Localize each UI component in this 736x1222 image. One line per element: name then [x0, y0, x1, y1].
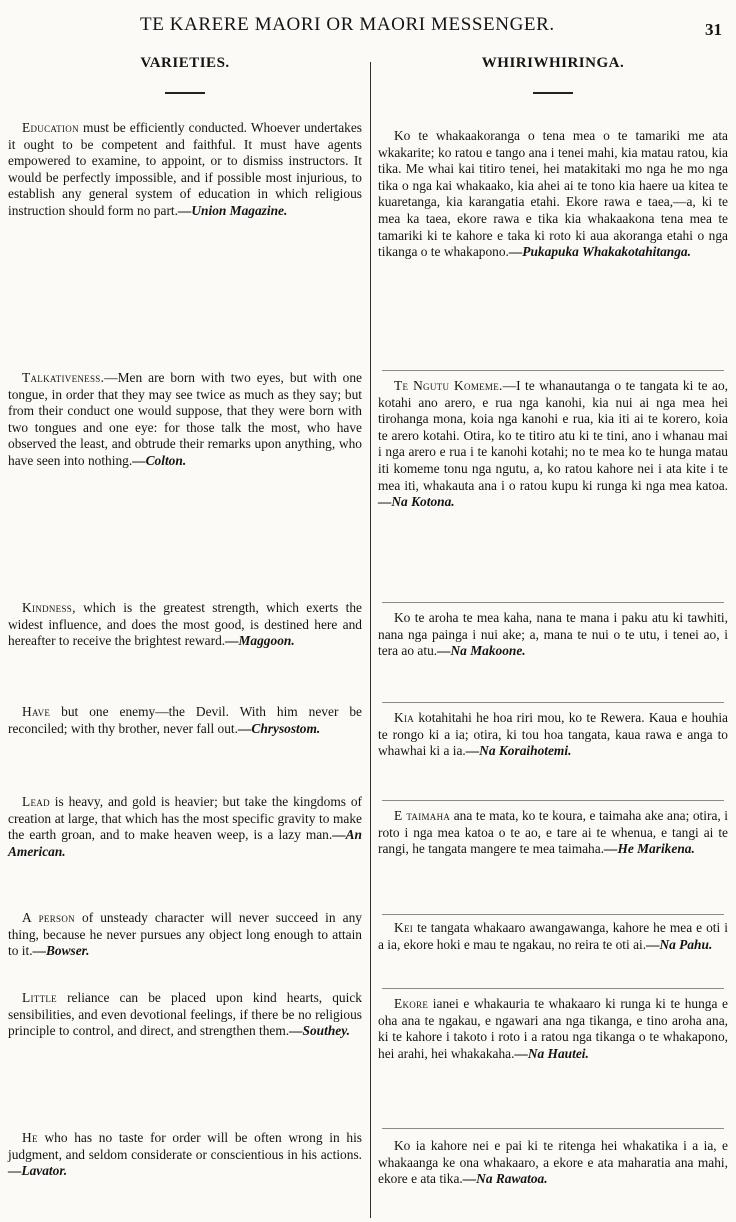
column-divider: [370, 62, 371, 1218]
entry-attribution: —Lavator.: [8, 1163, 68, 1179]
entry-attribution: —An American.: [8, 827, 362, 859]
entry-lead: Kei: [394, 920, 414, 935]
entry-lead: Talkativeness.: [22, 370, 105, 385]
page-number: 31: [705, 20, 722, 39]
entry-body: of unsteady character will never succeed in any thing, because he never pursues any object long enough to attain to it.: [8, 910, 362, 959]
entry-body: which is the greatest strength, which exerts the widest influence, and does the most good, is destined here and hereafter to receive the brightest reward.: [8, 600, 362, 649]
entry-separator: [382, 800, 724, 801]
entry-lead: Education: [22, 120, 79, 135]
entry-lead: Kindness,: [22, 600, 76, 615]
entry-separator: [382, 702, 724, 703]
entry-separator: [382, 914, 724, 915]
english-entry: [8, 704, 362, 737]
entry-attribution: —Southey.: [289, 1023, 351, 1039]
maori-entry: [378, 378, 728, 511]
entry-attribution: —Union Magazine.: [177, 202, 288, 218]
heading-rule: [533, 92, 573, 94]
maori-column: [378, 52, 728, 1218]
entry-attribution: —Pukapuka Whakakotahitanga.: [508, 244, 691, 260]
english-entry: [8, 1130, 362, 1180]
entry-body: ana te mata, ko te koura, e taimaha ake ana; otira, i roto i nga mea katoa o te ao, e tare ai te whenua, e tangi ai te rangi, he tangata mangere te mea taimaha.: [378, 808, 728, 857]
entry-body: —I te whanautanga o te tangata ki te ao, kotahi ano arero, e rua nga kanohi, kia nui ai nga mea hei tirohanga mona, koia nga kanohi e rua, kia iti ai te korero, koia te arero kotahi. Otira, ko te titiro atu ki te tini, ano i whanau mai i nga arero e rua i te kanohi kotahi; no te mea ko te hunga matau iti komeme tonu nga ngutu, a, ko ratou kahore nei i ata kite i te mea iti, whakauta ana i o ratou kupu ki runga ki nga mea katoa.: [378, 378, 728, 493]
entry-body: reliance can be placed upon kind hearts, quick sensibilities, and even devotional feelings, if there be no religious principle to control, and direct, and strengthen them.: [8, 990, 362, 1039]
entry-lead: He: [22, 1130, 38, 1145]
entry-body: ia kahore nei e pai ki te ritenga hei whakatika i a ia, e whakaanga ke ona whakaaro, a ekore e ata maharatia ana mahi, ekore e ata tika.: [378, 1138, 728, 1187]
entry-lead: A person: [22, 910, 75, 925]
entry-lead: Te Ngutu Komeme.: [394, 378, 503, 393]
entry-lead: Kia: [394, 710, 415, 725]
entry-lead: Lead: [22, 794, 50, 809]
entry-attribution: —Bowser.: [32, 943, 90, 959]
entry-body: must be efficiently conducted. Whoever undertakes it ought to be competent and faithful. It must have agents empowered to examine, to appoint, or to dismiss instructors. It would be perfectly impossible, and if possible most injurious, to establish any general system of education in which religious instruction should form no part.: [8, 120, 362, 218]
entry-attribution: —Na Makoone.: [437, 643, 526, 659]
entry-lead: E taimaha: [394, 808, 451, 823]
entry-attribution: —Maggoon.: [225, 633, 295, 649]
entry-lead: Little: [22, 990, 57, 1005]
entry-body: ianei e whakauria te whakaaro ki runga ki te hunga e oha ana te ngakau, e ngawari ana nga tikanga, e tino aroha ana, ki te kahore i takoto i roto i a ratou nga tikanga o te whakapono, hei arahi, hei whakakaha.: [378, 996, 728, 1061]
column-heading-english: VARIETIES.: [140, 55, 230, 71]
entry-lead: Ko: [394, 1138, 411, 1153]
entry-separator: [382, 602, 724, 603]
entry-body: is heavy, and gold is heavier; but take the kingdoms of creation at large, that which has the most specific gravity to make the earth groan, and to make heaven weep, is a lazy man.: [8, 794, 362, 843]
entry-body: —Men are born with two eyes, but with one tongue, in order that they may see twice as much as they say; but from their conduct one would suppose, that they were born with two tongues and one eye: for those talk the most, who have observed the least, and obtrude their remarks upon anything, who have seen into nothing.: [8, 370, 362, 468]
entry-attribution: —Na Pahu.: [646, 936, 713, 952]
entry-attribution: —Na Koraihotemi.: [465, 743, 572, 759]
english-entry: [8, 370, 362, 470]
entry-body: te aroha te mea kaha, nana te mana i paku atu ki tawhiti, nana nga painga i nui ake; a, mana te nui o te utu, i tenei ao, i tera ao atu.: [378, 610, 728, 659]
entry-lead: Have: [22, 704, 51, 719]
english-entry: [8, 600, 362, 650]
maori-entry: [378, 808, 728, 858]
entry-body: who has no taste for order will be often wrong in his judgment, and seldom considerate or conscientious in his actions.: [8, 1130, 362, 1162]
maori-entry: [378, 996, 728, 1062]
entry-body: te whakaakoranga o tena mea o te tamariki me ata wkakarite; ko ratou e tango ana i tenei mahi, kia matau ratou, kia tika. Me whai kai titiro tenei, hei matakitaki mo nga he mo nga tika o nga kai whakaako, kia ahei ai te tono kia haere ua kitea te kuaretanga, kia karangatia etahi. Ekore rawa e taea,—a, ki te mea ka taea, ekore rawa e tika kia whakaakona tena mea te tamariki ki te kahore e taka ki roto ki aua akoranga etahi o nga tikanga o te whakapono.: [378, 128, 728, 260]
maori-entry: [378, 920, 728, 953]
maori-entry: [378, 128, 728, 261]
entry-body: but one enemy—the Devil. With him never be reconciled; with thy brother, never fall out.: [8, 704, 362, 736]
column-heading-maori: WHIRIWHIRINGA.: [481, 55, 625, 71]
english-entry: [8, 794, 362, 860]
english-column: [8, 52, 362, 1218]
entry-separator: [382, 988, 724, 989]
entry-attribution: —Colton.: [132, 452, 187, 468]
entry-lead: Ekore: [394, 996, 429, 1011]
entry-attribution: —Na Rawatoa.: [462, 1171, 548, 1187]
maori-entry: [378, 710, 728, 760]
entry-attribution: —Na Kotona.: [378, 494, 455, 510]
maori-entry: [378, 610, 728, 660]
running-title: TE KARERE MAORI OR MAORI MESSENGER.: [140, 14, 555, 35]
entry-separator: [382, 1128, 724, 1129]
entry-attribution: —He Marikena.: [604, 841, 695, 857]
running-head: [0, 6, 736, 39]
entry-lead: Ko: [394, 610, 411, 625]
english-entry: [8, 910, 362, 960]
entry-separator: [382, 370, 724, 371]
entry-body: kotahitahi he hoa riri mou, ko te Rewera. Kaua e houhia te rongo ki a ia; otira, ki tou hoa tangata, kaua rawa e anga to whawhai ki a ia.: [378, 710, 728, 759]
heading-rule: [165, 92, 205, 94]
entry-body: te tangata whakaaro awangawanga, kahore he mea e oti i a ia, ekore hoki e mau te ngakau, no reira te oti ai.: [378, 920, 728, 952]
entry-attribution: —Na Hautei.: [514, 1045, 589, 1061]
entry-attribution: —Chrysostom.: [238, 720, 321, 736]
maori-entry: [378, 1138, 728, 1188]
english-entry: [8, 120, 362, 220]
entry-lead: Ko: [394, 128, 411, 143]
english-entry: [8, 990, 362, 1040]
